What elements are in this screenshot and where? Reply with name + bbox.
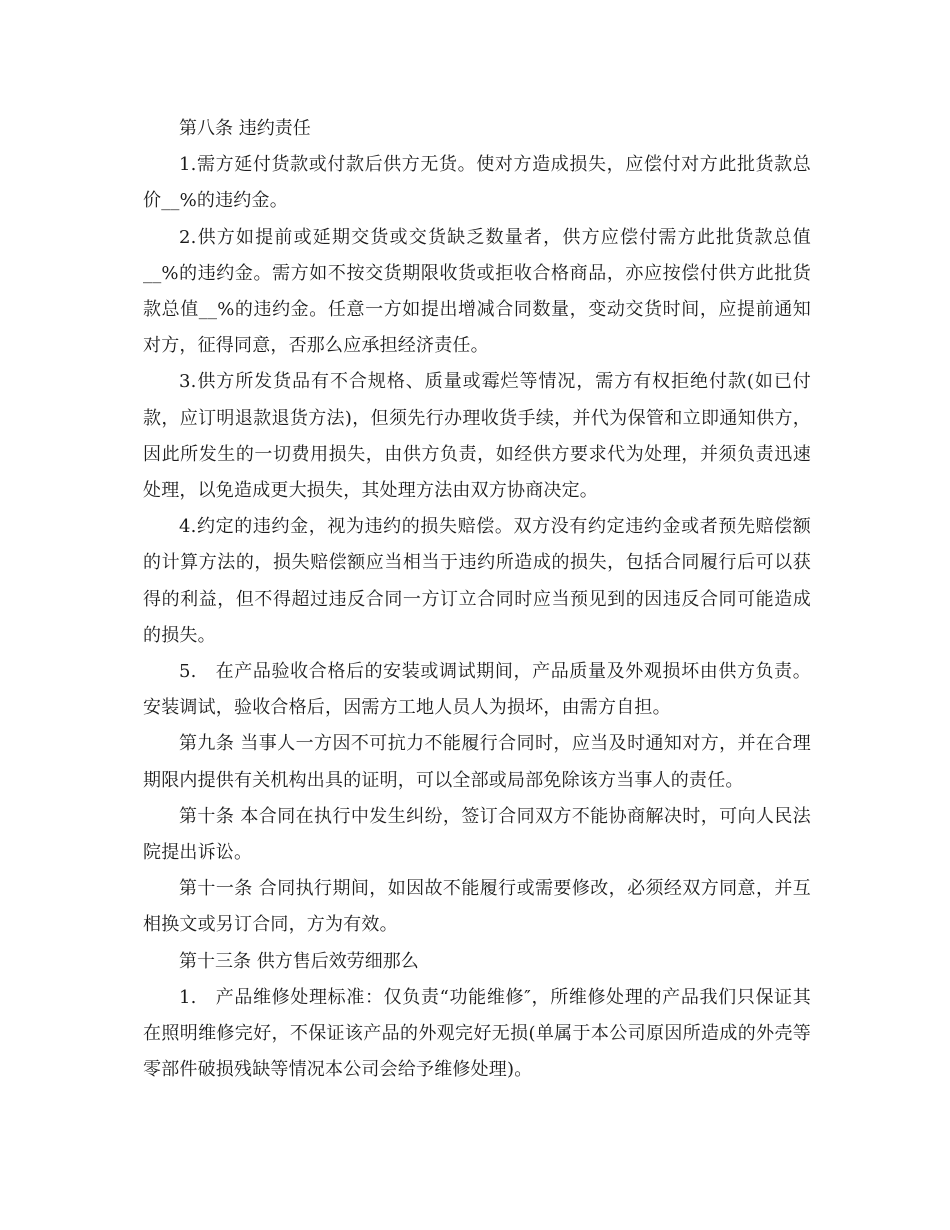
paragraph-clause-8-5: 5. 在产品验收合格后的安装或调试期间，产品质量及外观损坏由供方负责。安装调试，验收合格后，因需方工地人员人为损坏，由需方自担。 — [143, 661, 811, 719]
paragraph-article-10: 第十条 本合同在执行中发生纠纷，签订合同双方不能协商解决时，可向人民法院提出诉讼。 — [143, 805, 811, 864]
section-heading-article-8: 第八条 违约责任 — [179, 118, 311, 139]
document-body — [143, 111, 811, 1088]
paragraph-clause-8-1: 1.需方延付货款或付款后供方无货。使对方造成损失，应偿付对方此批货款总价__%的违约金。 — [143, 154, 811, 212]
section-heading-article-13: 第十三条 供方售后效劳细那么 — [179, 950, 419, 972]
paragraph-article-11: 第十一条 合同执行期间，如因故不能履行或需要修改，必须经双方同意，并互相换文或另订合同，方为有效。 — [143, 878, 811, 936]
paragraph-article-9: 第九条 当事人一方因不可抗力不能履行合同时，应当及时通知对方，并在合理期限内提供有关机构出具的证明，可以全部或局部免除该方当事人的责任。 — [143, 733, 811, 791]
paragraph-clause-8-2: 2.供方如提前或延期交货或交货缺乏数量者，供方应偿付需方此批货款总值__%的违约金。需方如不按交货期限收货或拒收合格商品，亦应按偿付供方此批货款总值__%的违约金。任意一方如提出增减合同数量，变动交货时间，应提前通知对方，征得同意，否那么应承担经济责任。 — [143, 226, 811, 357]
paragraph-clause-8-3: 3.供方所发货品有不合规格、质量或霉烂等情况，需方有权拒绝付款(如已付款，应订明退款退货方法)，但须先行办理收货手续，并代为保管和立即通知供方，因此所发生的一切费用损失，由供方负责，如经供方要求代为处理，并须负责迅速处理，以免造成更大损失，其处理方法由双方协商决定。 — [143, 371, 811, 502]
paragraph-clause-8-4: 4.约定的违约金，视为违约的损失赔偿。双方没有约定违约金或者预先赔偿额的计算方法的，损失赔偿额应当相当于违约所造成的损失，包括合同履行后可以获得的利益，但不得超过违反合同一方订立合同时应当预见到的因违反合同可能造成的损失。 — [143, 516, 811, 646]
paragraph-clause-13-1: 1. 产品维修处理标准：仅负责“功能维修″，所维修处理的产品我们只保证其在照明维修完好，不保证该产品的外观完好无损(单属于本公司原因所造成的外壳等零部件破损残缺等情况本公司会给予维修处理)。 — [143, 986, 811, 1081]
